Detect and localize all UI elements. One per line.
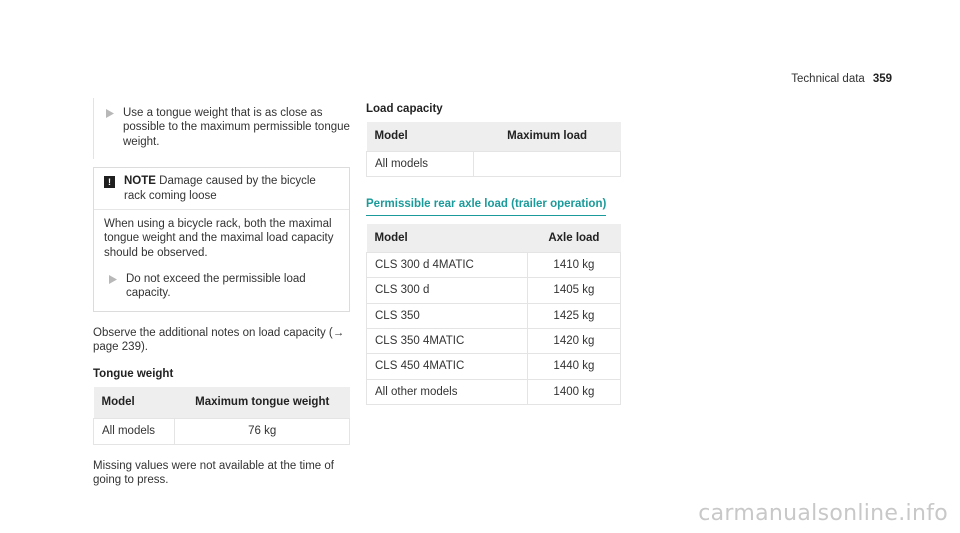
table-cell-model: CLS 300 d 4MATIC [367,252,528,277]
right-column [366,98,621,405]
note-box [93,167,350,312]
tongue-weight-instruction [93,98,350,159]
warning-icon: ! [104,176,115,188]
bullet-text: Do not exceed the permissible load capacity. [126,273,306,300]
table-cell-value [474,151,621,176]
note-body [94,210,349,311]
missing-values-note: Missing values were not available at the time of going to press. [93,459,334,486]
bullet-row [104,272,339,301]
rear-axle-heading: Permissible rear axle load (trailer operation) [366,197,606,215]
note-heading [124,174,339,203]
left-column [93,98,350,487]
table-cell-value: 1440 kg [527,354,620,379]
table-row [367,252,621,277]
tongue-weight-heading: Tongue weight [93,367,174,380]
load-capacity-reference: Observe the additional notes on load capacity (→ page 239). [93,326,345,354]
tongue-weight-table [93,387,350,445]
table-header-row [367,224,621,253]
table-cell-value: 1405 kg [527,278,620,303]
table-cell-model: CLS 450 4MATIC [367,354,528,379]
table-row [94,419,350,444]
table-cell-value: 76 kg [175,419,350,444]
table-row [367,354,621,379]
load-capacity-heading: Load capacity [366,103,443,115]
note-label: NOTE [124,175,156,188]
table-row [367,329,621,354]
table-row [367,303,621,328]
table-cell-value: 1425 kg [527,303,620,328]
note-header [94,168,349,210]
table-header-model: Model [367,122,474,151]
table-row [367,278,621,303]
table-cell-model: CLS 300 d [367,278,528,303]
watermark: carmanualsonline.info [698,500,948,526]
rear-axle-table [366,224,621,406]
table-header-model: Model [367,224,528,253]
page-number: 359 [872,73,892,85]
triangle-bullet-icon [106,109,114,117]
table-cell-model: All models [367,151,474,176]
table-row [367,379,621,404]
table-header-value: Axle load [527,224,620,253]
triangle-bullet-icon [109,275,117,283]
table-cell-model: CLS 350 [367,303,528,328]
table-cell-model: CLS 350 4MATIC [367,329,528,354]
rear-axle-rows [367,252,621,404]
note-text: When using a bicycle rack, both the maximal tongue weight and the maximal load capacity should be observed. [104,217,334,259]
bullet-row [106,106,350,149]
note-title: Damage caused by the bicycle rack coming loose [124,175,316,202]
table-header-row [94,387,350,419]
table-cell-model: All other models [367,379,528,404]
load-capacity-table [366,122,621,177]
table-cell-model: All models [94,419,175,444]
section-title: Technical data [791,73,865,85]
table-header-model: Model [94,387,175,419]
table-cell-value: 1420 kg [527,329,620,354]
table-cell-value: 1400 kg [527,379,620,404]
table-row [367,151,621,176]
table-header-value: Maximum tongue weight [175,387,350,419]
page-header [791,72,892,86]
table-header-value: Maximum load [474,122,621,151]
table-cell-value: 1410 kg [527,252,620,277]
bullet-text: Use a tongue weight that is as close as possible to the maximum permissible tongue weight. [123,107,350,148]
table-header-row [367,122,621,151]
